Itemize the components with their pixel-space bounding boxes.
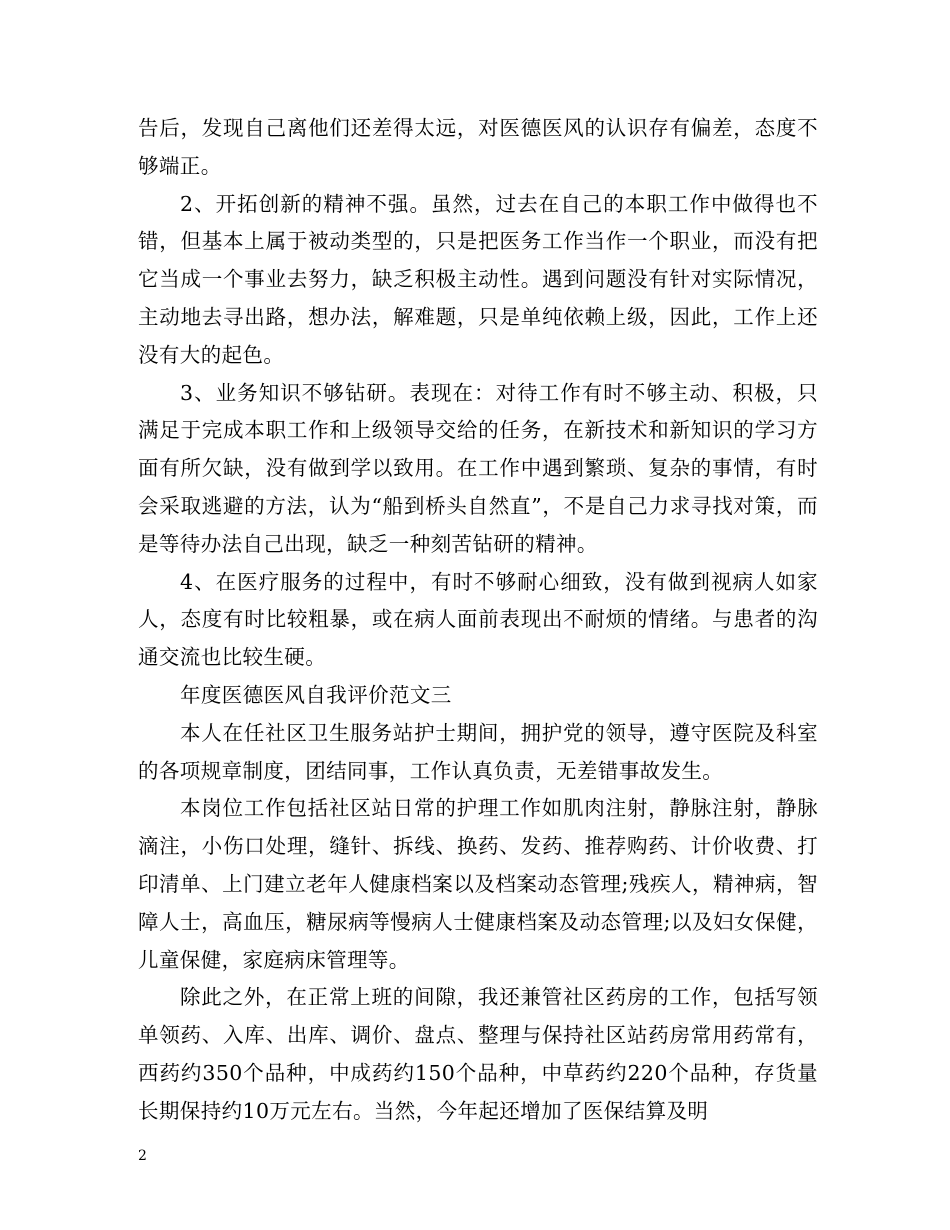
paragraph-continuation: 告后，发现自己离他们还差得太远，对医德医风的认识存有偏差，态度不够端正。 [138,116,818,178]
paragraph-duties: 本岗位工作包括社区站日常的护理工作如肌肉注射，静脉注射，静脉滴注，小伤口处理，缝针、拆线、换药、发药、推荐购药、计价收费、打印清单、上门建立老年人健康档案以及档案动态管理;残疾人，精神病，智障人士，高血压，糖尿病等慢病人士健康档案及动态管理;以及妇女保健，儿童保健，家庭病床管理等。 [138,796,818,972]
section-heading: 年度医德医风自我评价范文三 [180,682,452,707]
paragraph-item-4: 4、在医疗服务的过程中，有时不够耐心细致，没有做到视病人如家人，态度有时比较粗暴，或在病人面前表现出不耐烦的情绪。与患者的沟通交流也比较生硬。 [138,569,818,670]
paragraph-pharmacy: 除此之外，在正常上班的间隙，我还兼管社区药房的工作，包括写领单领药、入库、出库、调价、盘点、整理与保持社区站药房常用药常有，西药约350个品种，中成药约150个品种，中草药约220个品种，存货量长期保持约10万元左右。当然，今年起还增加了医保结算及明 [138,985,818,1123]
document-body [138,110,818,1131]
paragraph-item-2: 2、开拓创新的精神不强。虽然，过去在自己的本职工作中做得也不错，但基本上属于被动类型的，只是把医务工作当作一个职业，而没有把它当成一个事业去努力，缺乏积极主动性。遇到问题没有针对实际情况，主动地去寻出路，想办法，解难题，只是单纯依赖上级，因此，工作上还没有大的起色。 [138,191,818,367]
paragraph-intro: 本人在任社区卫生服务站护士期间，拥护党的领导，遵守医院及科室的各项规章制度，团结同事，工作认真负责，无差错事故发生。 [138,720,818,783]
paragraph-item-3: 3、业务知识不够钻研。表现在：对待工作有时不够主动、积极，只满足于完成本职工作和上级领导交给的任务，在新技术和新知识的学习方面有所欠缺，没有做到学以致用。在工作中遇到繁琐、复杂的事情，有时会采取逃避的方法，认为“船到桥头自然直”，不是自己力求寻找对策，而是等待办法自己出现，缺乏一种刻苦钻研的精神。 [138,380,818,556]
page-number: 2 [138,1148,147,1164]
